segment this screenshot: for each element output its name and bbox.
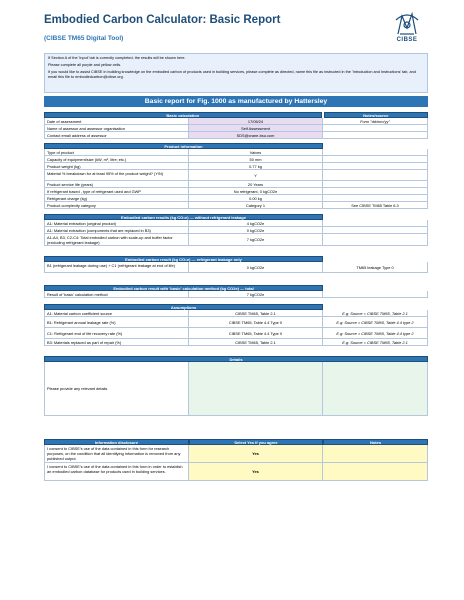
logo-text: CIBSE: [396, 37, 418, 43]
section-header: Details: [44, 356, 428, 362]
row-value: No refrigerant, 0 kgCO2e: [189, 188, 323, 194]
table-row: [44, 149, 428, 156]
row-value: Category 1: [189, 202, 323, 208]
row-label: B1 (refrigerant leakage during use) + C1 (refrigerant leakage at end of life): [44, 262, 189, 272]
row-value: CIBSE TM65, Table 4.4 Type 0: [189, 317, 323, 327]
intro-line: If Section A of the 'Input' tab is correctly completed, the results will be shown here.: [48, 56, 186, 60]
row-value: 0.77 kg: [189, 163, 323, 169]
consent-research-notes[interactable]: [323, 445, 428, 462]
row-note: TM65 leakage Type 0: [323, 262, 428, 272]
row-note: E.g: Source = CIBSE TM65, Table 4.4 type 2: [323, 328, 428, 338]
row-note: [323, 132, 428, 138]
intro-notice: [44, 53, 428, 93]
row-label: B1: Refrigerant annual leakage rate (%): [44, 317, 189, 327]
row-note: [323, 163, 428, 169]
table-row: [44, 328, 428, 339]
table-row: [44, 291, 428, 298]
section-header: Embodied carbon result with 'basic' calculation method (kg CO2e) — total: [44, 285, 323, 291]
table-row: [44, 317, 428, 328]
table-row: [44, 234, 428, 246]
row-note: E.g: Source = CIBSE TM65, Table 2.1: [323, 310, 428, 316]
consent-database-notes[interactable]: [323, 463, 428, 480]
section-header: Basic calculation: [44, 112, 322, 118]
table-row: [44, 170, 428, 181]
row-note: [323, 170, 428, 180]
table-row: [44, 220, 428, 227]
row-label: A1-A4, B3, C2-C4: Total embodied carbon with scale-up and buffer factor (excluding refrigerant leakage): [44, 234, 189, 245]
row-label: B3: Materials replaced as part of repair (%): [44, 339, 189, 345]
report-subtitle: (CIBSE TM65 Digital Tool): [44, 35, 124, 42]
table-row: [44, 262, 428, 273]
table-row: [44, 132, 428, 139]
leakage-only-section: [44, 256, 428, 273]
section-header: Embodied carbon result (kg CO₂e) — refrigerant leakage only: [44, 256, 323, 262]
agree-header: Select Yes if you agree: [189, 439, 323, 445]
details-input[interactable]: [189, 362, 323, 415]
row-label: Product weight (kg): [44, 163, 189, 169]
details-section: [44, 356, 428, 416]
table-row: [44, 181, 428, 188]
row-label: Result of 'basic' calculation method: [44, 291, 189, 297]
row-note: E.g: Source = CIBSE TM65, Table 2.1: [323, 339, 428, 345]
consent-research-select[interactable]: Yes: [189, 445, 323, 462]
row-label: Material % breakdown for at least 95% of the product weight? (Y/N): [44, 170, 189, 180]
results-no-leakage-section: [44, 214, 428, 246]
row-label: If refrigerant based , type of refrigerant used and GWP: [44, 188, 189, 194]
row-note: [323, 234, 428, 245]
cibse-logo: [388, 8, 426, 46]
row-label: Name of assessor and assessor organisation: [44, 125, 189, 131]
table-row: [44, 463, 428, 481]
row-note: E.g: Source = CIBSE TM65, Table 4.4 type 2: [323, 317, 428, 327]
table-row: [44, 310, 428, 317]
row-label: Product service life (years): [44, 181, 189, 187]
basic-calculation-section: [44, 112, 428, 139]
date-field[interactable]: 17/05/24: [189, 118, 323, 124]
row-label: I consent to CIBSE's use of the data contained in this form for research purposes, on the condition that all identifying information is removed from any published output.: [44, 445, 189, 462]
intro-line: If you would like to assist CIBSE in building knowledge on the embodied carbon of products used in building services, please complete as directed, name this file as instructed in the 'Introduction and Instructions' tab, and email this file to embodiedcarbon@cibse.org.: [48, 70, 416, 80]
consent-database-select[interactable]: Yes: [189, 463, 323, 480]
row-label: Please provide any relevant details: [44, 362, 189, 415]
row-note: [323, 195, 428, 201]
table-row: [44, 227, 428, 234]
row-label: I consent to CIBSE's use of the data contained in this form in order to establish an embodied carbon database for products used in building services.: [44, 463, 189, 480]
row-value: CIBSE TM65, Table 2.1: [189, 310, 323, 316]
row-value: 20 Years: [189, 181, 323, 187]
row-label: A1: Material extraction (components that are replaced in B3): [44, 227, 189, 233]
table-row: [44, 188, 428, 195]
row-value: 0.00 kg: [189, 195, 323, 201]
row-value: Y: [189, 170, 323, 180]
details-notes-input[interactable]: [323, 362, 428, 415]
row-value: 4 kgCO2e: [189, 220, 323, 226]
row-value: 7 kgCO2e: [189, 234, 323, 245]
row-value: 50 mm: [189, 156, 323, 162]
report-title: Embodied Carbon Calculator: Basic Report: [44, 14, 281, 26]
row-value: Valves: [189, 149, 323, 155]
row-label: A1: Material extraction (original product): [44, 220, 189, 226]
row-note: [323, 181, 428, 187]
table-row: [44, 445, 428, 463]
intro-line: Please complete all purple and yellow cells.: [48, 63, 122, 67]
notes-header: Notes: [323, 439, 428, 445]
row-value: 0 kgCO2e: [189, 227, 323, 233]
section-header: Information disclosure: [44, 439, 189, 445]
disclosure-section: [44, 439, 428, 481]
section-header: Assumptions: [44, 304, 323, 310]
row-note: [323, 156, 428, 162]
row-note: [323, 291, 428, 297]
table-row: [44, 195, 428, 202]
row-value: CIBSE TM65, Table 2.1: [189, 339, 323, 345]
row-label: Type of product: [44, 149, 189, 155]
cibse-emblem-icon: [388, 8, 426, 38]
row-label: Capacity of equipment/size (kW, m², litre; etc.): [44, 156, 189, 162]
row-label: Refrigerant charge (kg): [44, 195, 189, 201]
row-label: Product complexity category: [44, 202, 189, 208]
row-note: [323, 227, 428, 233]
row-note: [323, 125, 428, 131]
row-label: Date of assessment: [44, 118, 189, 124]
row-note: Form "dd/mm/yy": [323, 118, 428, 124]
section-header: Product information: [44, 143, 323, 149]
table-row: [44, 118, 428, 125]
row-label: A1: Material carbon coefficient source: [44, 310, 189, 316]
report-banner: Basic report for Fig. 1000 as manufactured by Hattersley: [44, 96, 428, 107]
details-row: [44, 362, 428, 416]
table-row: [44, 156, 428, 163]
table-row: [44, 163, 428, 170]
section-header: Embodied carbon results (kg CO₂e) — without refrigerant leakage: [44, 214, 323, 220]
row-note: [323, 220, 428, 226]
row-label: C1: Refrigerant end of life recovery rate (%): [44, 328, 189, 338]
table-row: [44, 339, 428, 346]
total-result-section: [44, 285, 428, 298]
row-label: Contact email address of assessor: [44, 132, 189, 138]
table-row: [44, 202, 428, 209]
assessor-name-field[interactable]: Self Assessment: [189, 125, 323, 131]
product-information-section: [44, 143, 428, 209]
total-value: 7 kgCO2e: [189, 291, 323, 297]
assumptions-section: [44, 304, 428, 346]
table-row: [44, 125, 428, 132]
row-note: [323, 149, 428, 155]
row-note: [323, 188, 428, 194]
row-value: 0 kgCO2e: [189, 262, 323, 272]
row-note: See CIBSE TM65 Table 6.3: [323, 202, 428, 208]
email-field[interactable]: SDS@crane-bsu.com: [189, 132, 323, 138]
notes-header: Notes/source: [324, 112, 428, 118]
row-value: CIBSE TM65, Table 4.4 Type 0: [189, 328, 323, 338]
